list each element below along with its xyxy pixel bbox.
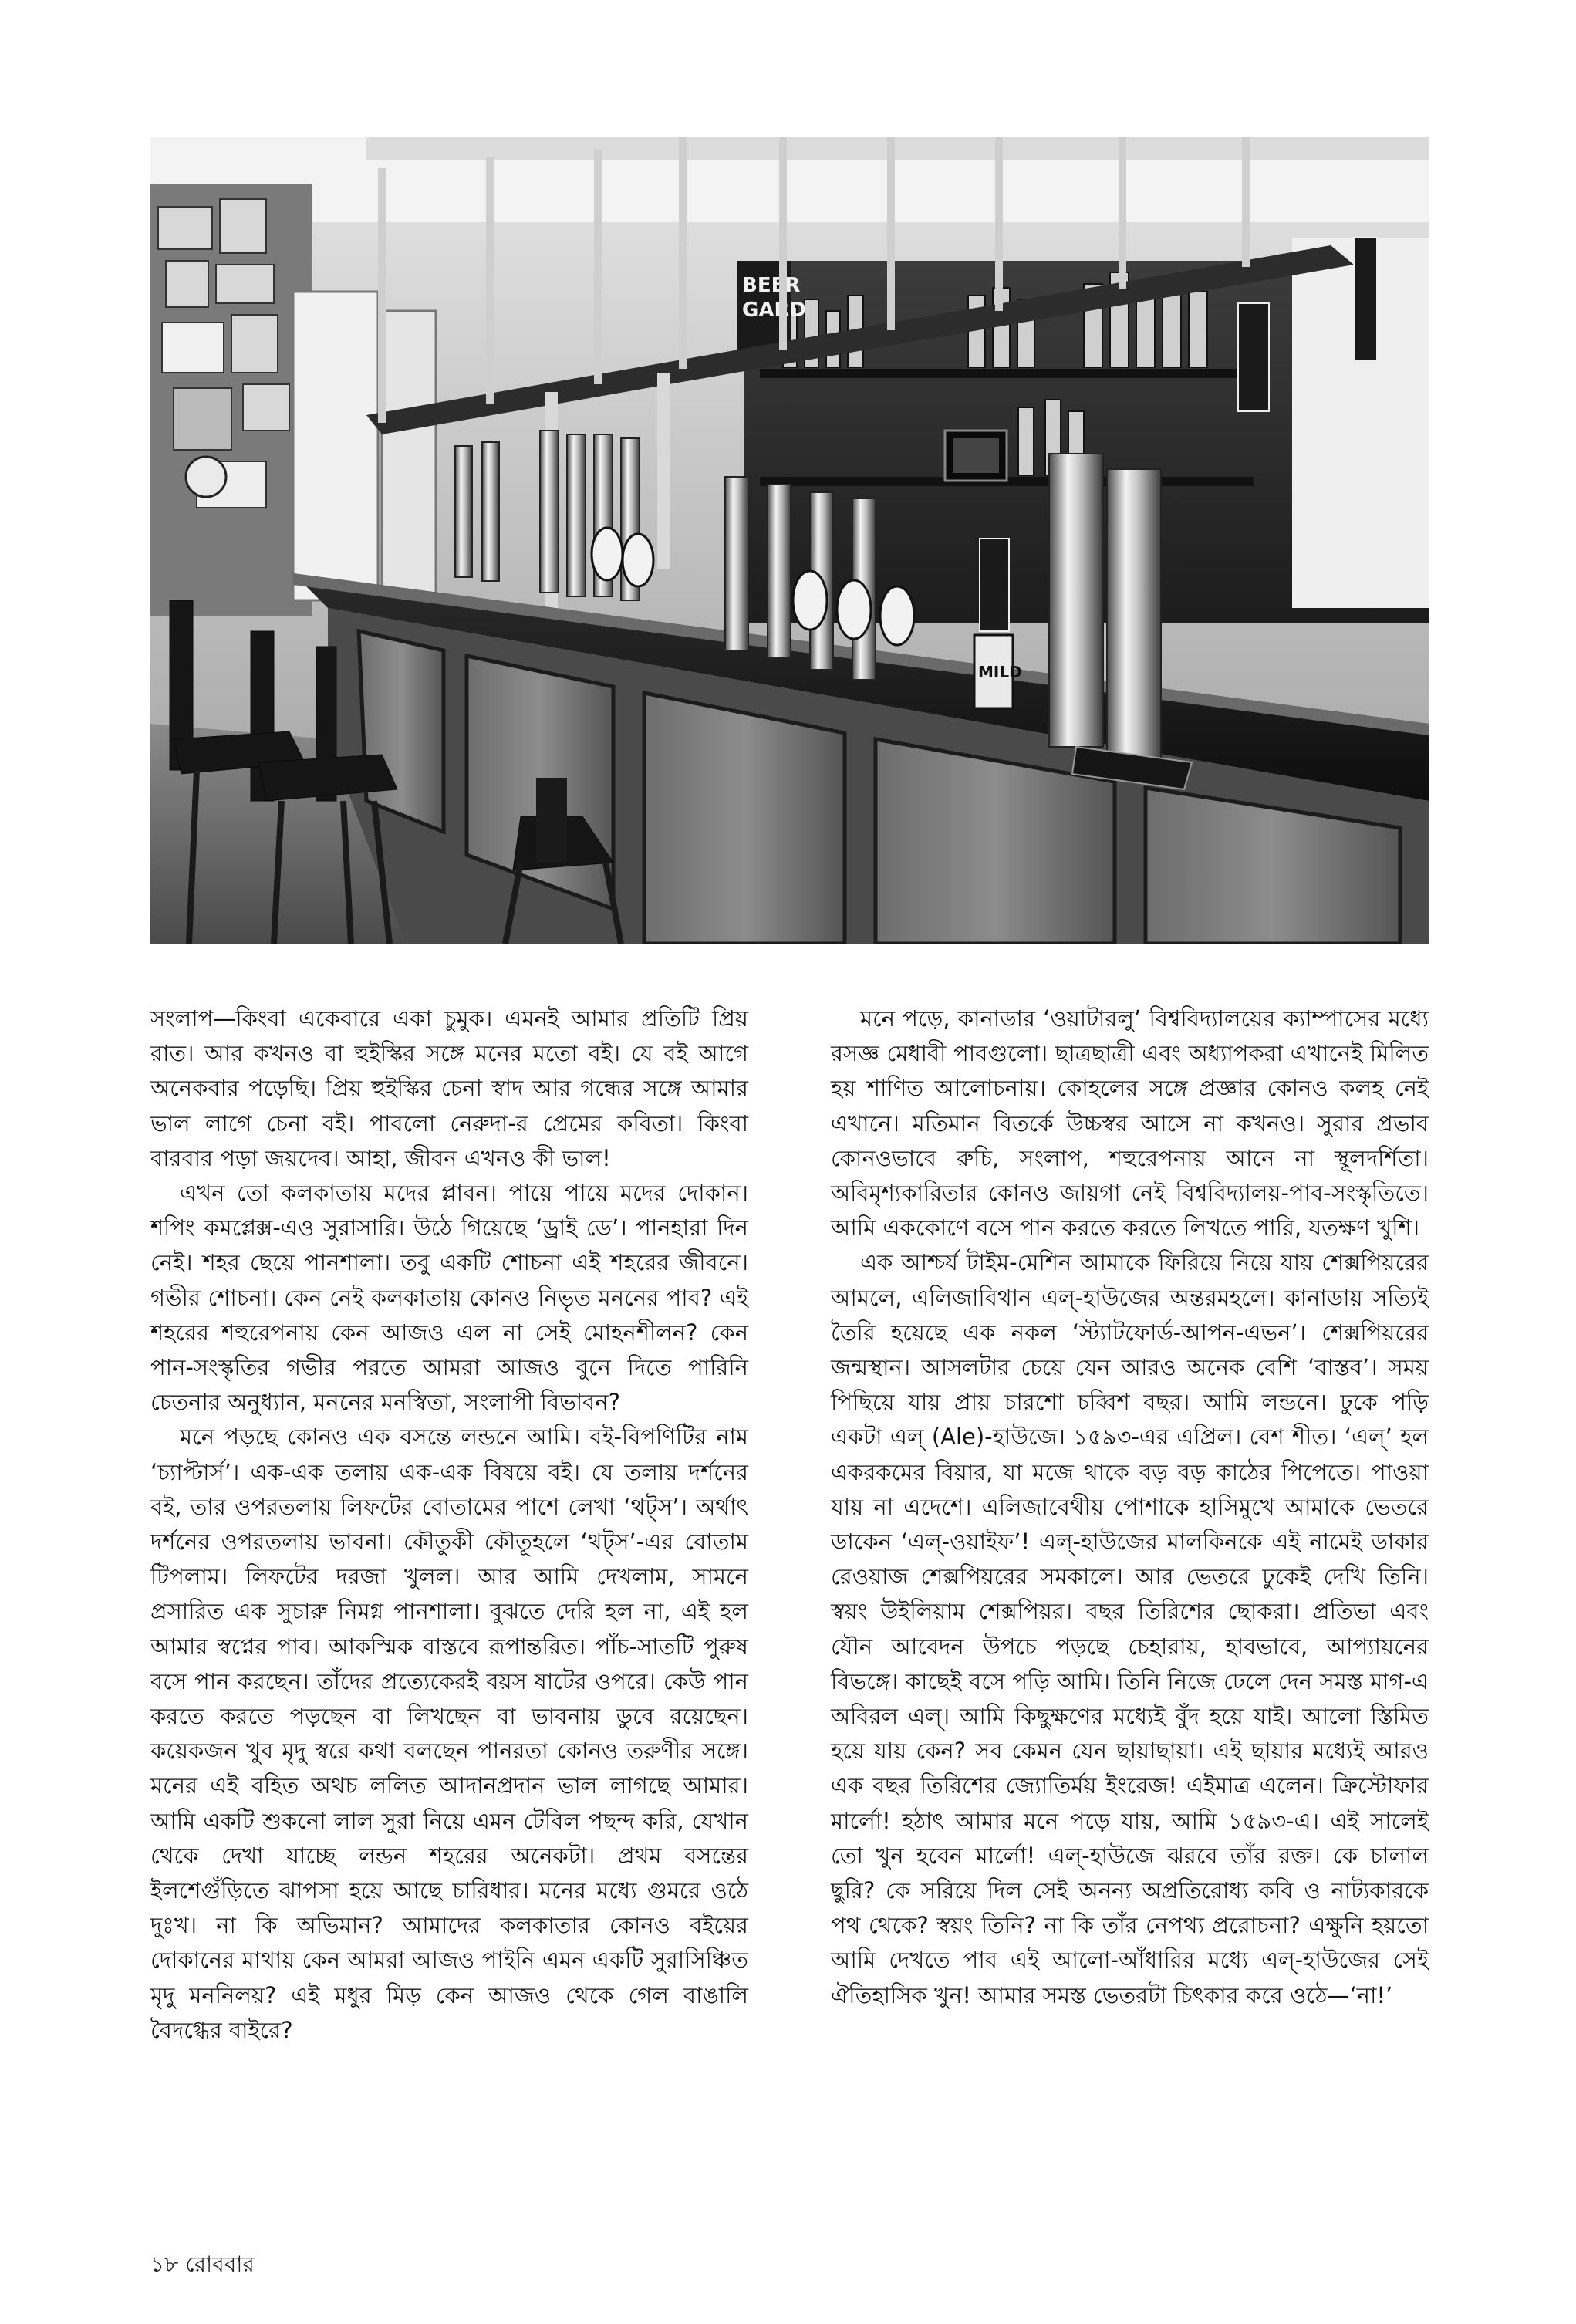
- paragraph: মনে পড়ছে কোনও এক বসন্তে লন্ডনে আমি। বই-বিপণিটির নাম ‘চ্যাপ্টার্স’। এক-এক তলায় এক-এক বিষয়ে বই। যে তলায় দর্শনের বই, তার ওপরতলায় লিফটের বোতামের পাশে লেখা ‘থট্‌স’। অর্থাৎ দর্শনের ওপরতলায় ভাবনা। কৌতুকী কৌতূহলে ‘থট্‌স’-এর বোতাম টিপলাম। লিফটের দরজা খুলল। আর আমি দেখলাম, সামনে প্রসারিত এক সুচারু নিমগ্ন পানশালা। বুঝতে দেরি হল না, এই হল আমার স্বপ্নের পাব। আকস্মিক বাস্তবে রূপান্তরিত। পাঁচ-সাতটি পুরুষ বসে পান করছেন। তাঁদের প্রত্যেকেরই বয়স ষাটের ওপরে। কেউ পান করতে করতে পড়ছেন বা লিখছেন বা ভাবনায় ডুবে রয়েছেন। কয়েকজন খুব মৃদু স্বরে কথা বলছেন পানরতা কোনও তরুণীর সঙ্গে। মনের এই বহিত অথচ ললিত আদানপ্রদান ভাল লাগছে আমার। আমি একটি শুকনো লাল সুরা নিয়ে এমন টেবিল পছন্দ করি, যেখান থেকে দেখা যাচ্ছে লন্ডন শহরের অনেকটা। প্রথম বসন্তের ইলশেগুঁড়িতে ঝাপসা হয়ে আছে চারিধার। মনের মধ্যে গুমরে ওঠে দুঃখ। না কি অভিমান? আমাদের কলকাতার কোনও বইয়ের দোকানের মাথায় কেন আমরা আজও পাইনি এমন একটি সুরাসিঞ্চিত মৃদু মননিলয়? এই মধুর মিড় কেন আজও থেকে গেল বাঙালি বৈদগ্ধের বাইরে?: [150, 1424, 748, 2043]
- paragraph: এক আশ্চর্য টাইম-মেশিন আমাকে ফিরিয়ে নিয়ে যায় শেক্সপিয়রের আমলে, এলিজাবিথান এল্-হাউজের অন্তরমহলে। কানাডায় সত্যিই তৈরি হয়েছে এক নকল ‘স্ট্যাটফোর্ড-আপন-এভন’। শেক্সপিয়রের জন্মস্থান। আসলটার চেয়ে যেন আরও অনেক বেশি ‘বাস্তব’। সময় পিছিয়ে যায় প্রায় চারশো চব্বিশ বছর। আমি লন্ডনে। ঢুকে পড়ি একটা এল্ (Ale)-হাউজে। ১৫৯৩-এর এপ্রিল। বেশ শীত। ‘এল্’ হল একরকমের বিয়ার, যা মজে থাকে বড় বড় কাঠের পিপেতে। পাওয়া যায় না এদেশে। এলিজাবেথীয় পোশাকে হাসিমুখে আমাকে ভেতরে ডাকেন ‘এল্-ওয়াইফ’! এল্-হাউজের মালকিনকে এই নামেই ডাকার রেওয়াজ শেক্সপিয়রের সমকালে। আর ভেতরে ঢুকেই দেখি তিনি। স্বয়ং উইলিয়াম শেক্সপিয়র। বছর তিরিশের ছোকরা। প্রতিভা এবং যৌন আবেদন উপচে পড়ছে চেহারায়, হাবভাবে, আপ্যায়নের বিভঙ্গে। কাছেই বসে পড়ি আমি। তিনি নিজে ঢেলে দেন সমস্ত মাগ-এ অবিরল এল্। আমি কিছুক্ষণের মধ্যেই বুঁদ হয়ে যাই। আলো স্তিমিত হয়ে যায় কেন? সব কেমন যেন ছায়াছায়া। এই ছায়ার মধ্যেই আরও এক বছর তিরিশের জ্যোতির্ময় ইংরেজ! এইমাত্র এলেন। ক্রিস্টোফার মার্লো! হঠাৎ আমার মনে পড়ে যায়, আমি ১৫৯৩-এ। এই সালেই তো খুন হবেন মার্লো! এল্-হাউজে ঝরবে তাঁর রক্ত। কে চালাল ছুরি? কে সরিয়ে দিল সেই অনন্য অপ্রতিরোধ্য কবি ও নাট্যকারকে পথ থেকে? স্বয়ং তিনি? না কি তাঁর নেপথ্য প্ররোচনা? এক্ষুনি হয়তো আমি দেখতে পাব এই আলো-আঁধারির মধ্যে এল্-হাউজের সেই ঐতিহাসিক খুন! আমার সমস্ত ভেতরটা চিৎকার করে ওঠে—‘না!’: [831, 1249, 1429, 2008]
- tap-badge-text: MILD: [978, 663, 1022, 681]
- beer-sign-line1: BEER: [742, 274, 801, 297]
- page-folio: ১৮ রোববার: [150, 2251, 255, 2277]
- pub-bar-photo: [150, 137, 1429, 944]
- article-column-right: [831, 1002, 1429, 2013]
- article-column-left: [150, 1002, 748, 2048]
- paragraph: এখন তো কলকাতায় মদের প্লাবন। পায়ে পায়ে মদের দোকান। শপিং কমপ্লেক্স-এও সুরাসারি। উঠে গিয়েছে ‘ড্রাই ডে’। পানহারা দিন নেই। শহর ছেয়ে পানশালা। তবু একটি শোচনা এই শহরের জীবনে। গভীর শোচনা। কেন নেই কলকাতায় কোনও নিভৃত মননের পাব? এই শহরের শহুরেপনায় কেন আজও এল না সেই মোহনশীলন? কেন পান-সংস্কৃতির গভীর পরতে আমরা আজও বুনে দিতে পারিনি চেতনার অনুধ্যান, মননের মনস্বিতা, সংলাপী বিভাবন?: [150, 1180, 748, 1416]
- paragraph: সংলাপ—কিংবা একেবারে একা চুমুক। এমনই আমার প্রতিটি প্রিয় রাত। আর কখনও বা হুইস্কির সঙ্গে মনের মতো বই। যে বই আগে অনেকবার পড়েছি। প্রিয় হুইস্কির চেনা স্বাদ আর গন্ধের সঙ্গে আমার ভাল লাগে চেনা বই। পাবলো নেরুদা-র প্রেমের কবিতা। কিংবা বারবার পড়া জয়দেব। আহা, জীবন এখনও কী ভাল!: [150, 1005, 748, 1171]
- paragraph: মনে পড়ে, কানাডার ‘ওয়াটারলু’ বিশ্ববিদ্যালয়ের ক্যাম্পাসের মধ্যে রসজ্ঞ মেধাবী পাবগুলো। ছাত্রছাত্রী এবং অধ্যাপকরা এখানেই মিলিত হয় শাণিত আলোচনায়। কোহলের সঙ্গে প্রজ্ঞার কোনও কলহ নেই এখানে। মতিমান বিতর্কে উচ্চস্বর আসে না কখনও। সুরার প্রভাব কোনওভাবে রুচি, সংলাপ, শহুরেপনায় আনে না স্থূলদর্শিতা। অবিমৃশ্যকারিতার কোনও জায়গা নেই বিশ্ববিদ্যালয়-পাব-সংস্কৃতিতে। আমি এককোণে বসে পান করতে করতে লিখতে পারি, যতক্ষণ খুশি।: [831, 1005, 1429, 1241]
- pub-bar-illustration: [150, 137, 1429, 944]
- beer-sign-line2: GARD: [742, 299, 807, 322]
